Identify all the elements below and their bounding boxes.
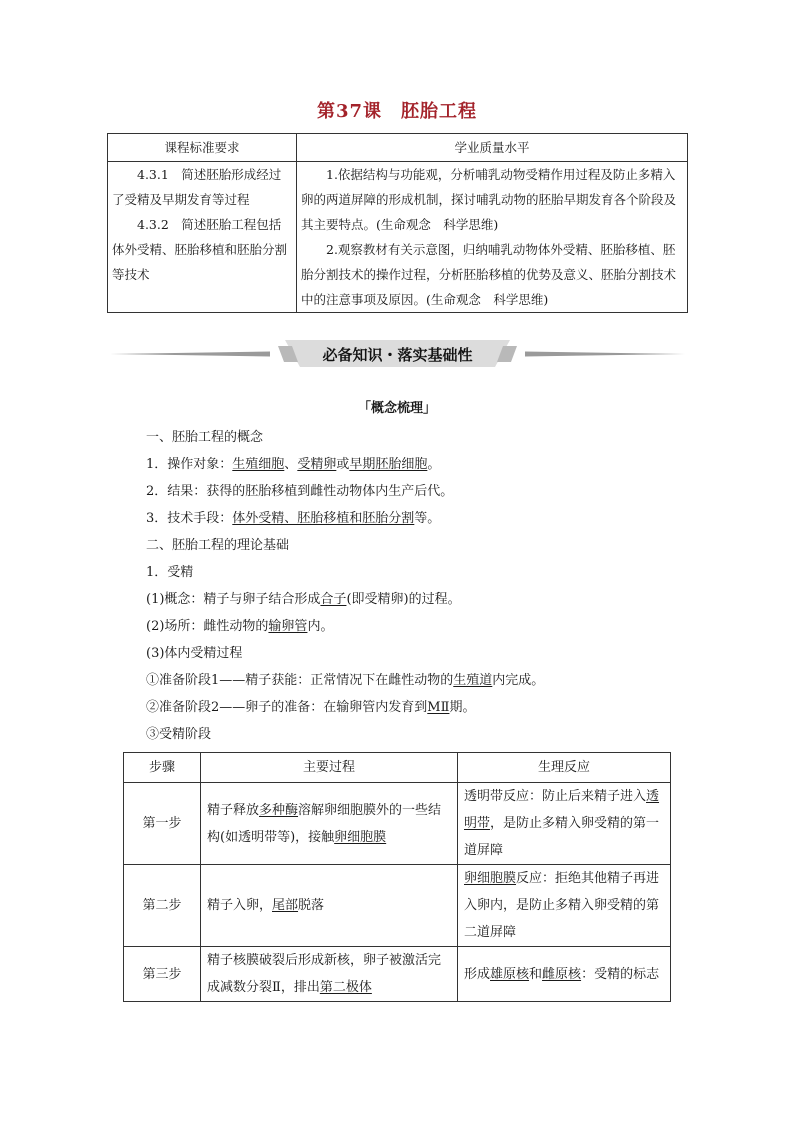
text: (即受精卵)的过程。	[346, 592, 461, 607]
page-title: 第37课 胚胎工程	[316, 101, 478, 122]
underlined-text: 生殖细胞	[232, 457, 285, 472]
section-banner	[110, 340, 685, 368]
text: ①准备阶段1——精子获能：正常情况下在雌性动物的	[146, 673, 454, 688]
underlined-text: 卵细胞膜	[464, 871, 517, 886]
text: 内完成。	[492, 673, 545, 688]
standards-table	[107, 133, 688, 313]
header-process: 主要过程	[201, 753, 458, 783]
underlined-text: MⅡ	[427, 700, 450, 715]
text: 溶解卵细胞膜外的一些结构(如透明带等)，接触	[207, 802, 442, 845]
underlined-text: 第二极体	[319, 980, 372, 995]
underlined-text: 输卵管	[268, 619, 308, 634]
underlined-text: 雌原核	[542, 966, 582, 982]
text: ，是防止多精入卵受精的第一道屏障	[464, 816, 660, 858]
text: 反应：拒绝其他精子再进入卵内，是防止多精入卵受精的第二道屏障	[464, 871, 660, 940]
underlined-text: 尾部	[272, 898, 299, 913]
text-line	[146, 694, 686, 721]
text: 脱落	[298, 898, 325, 913]
table-row	[124, 865, 671, 947]
text-line	[146, 532, 686, 559]
underlined-text: 早期胚胎细胞	[349, 457, 428, 472]
text: 形成	[464, 966, 491, 982]
heading-concept: 一、胚胎工程的概念	[146, 430, 264, 445]
header-reaction: 生理反应	[458, 753, 671, 783]
underlined-text: 受精卵	[297, 457, 337, 472]
quality-levels	[297, 162, 688, 313]
reaction-cell	[458, 947, 671, 1002]
underlined-text: 多种酶	[259, 802, 299, 818]
text-line	[146, 667, 686, 694]
header-quality: 学业质量水平	[297, 134, 688, 162]
text: (1)概念：精子与卵子结合形成	[146, 592, 321, 607]
curriculum-requirements	[108, 162, 297, 313]
text: ②准备阶段2——卵子的准备：在输卵管内发育到	[146, 700, 428, 715]
underlined-text: 雄原核	[490, 966, 530, 982]
text: (3)体内受精过程	[146, 646, 243, 661]
heading-theory: 二、胚胎工程的理论基础	[146, 538, 290, 553]
text: 等。	[414, 511, 441, 526]
text-line	[146, 451, 686, 478]
fertilization-table	[123, 752, 671, 1002]
quality-2: 2.观察教材有关示意图，归纳哺乳动物体外受精、胚胎移植、胚胎分割技术的操作过程，分析胚胎移植的优势及意义、胚胎分割技术中的注意事项及原因。(生命观念 科学思维)	[301, 242, 677, 307]
concept-heading: 「概念梳理」	[357, 401, 436, 416]
text: 内。	[307, 619, 334, 634]
text: 或	[336, 457, 350, 472]
table-row	[124, 783, 671, 865]
underlined-text: 卵细胞膜	[334, 829, 387, 845]
process-cell	[201, 865, 458, 947]
reaction-cell	[458, 783, 671, 865]
text: ：受精的标志	[581, 966, 660, 982]
table-header-row	[124, 753, 671, 783]
text: 3．技术手段：	[146, 511, 233, 526]
process-cell	[201, 783, 458, 865]
underlined-text: 生殖道	[453, 673, 493, 688]
text: (2)场所：雌性动物的	[146, 619, 269, 634]
step-cell: 第三步	[124, 947, 201, 1002]
text-line	[146, 478, 686, 505]
text-line	[146, 424, 686, 451]
text: 、	[284, 457, 298, 472]
text: 期。	[449, 700, 476, 715]
reaction-cell	[458, 865, 671, 947]
text: 精子核膜破裂后形成新核，卵子被激活完成减数分裂Ⅱ，排出	[207, 953, 442, 995]
text-line	[146, 721, 686, 748]
text: 精子释放	[207, 802, 260, 818]
subheading-fertilization: 1．受精	[146, 565, 194, 580]
table-row	[124, 947, 671, 1002]
table-row	[108, 162, 688, 313]
header-step: 步骤	[124, 753, 201, 783]
table-header-row	[108, 134, 688, 162]
body-text	[146, 424, 686, 748]
requirement-1: 4.3.1 简述胚胎形成经过了受精及早期发育等过程	[112, 167, 282, 207]
text: 透明带反应：防止后来精子进入	[464, 789, 647, 804]
requirement-2: 4.3.2 简述胚胎工程包括体外受精、胚胎移植和胚胎分割等技术	[112, 217, 288, 282]
underlined-text: 体外受精、胚胎移植和胚胎分割	[232, 511, 415, 526]
banner-text: 必备知识・落实基础性	[322, 346, 473, 364]
text-line	[146, 559, 686, 586]
step-cell: 第一步	[124, 783, 201, 865]
underlined-text: 透明带	[464, 789, 660, 831]
text: 1．操作对象：	[146, 457, 233, 472]
text: 精子入卵，	[207, 898, 273, 913]
header-curriculum: 课程标准要求	[108, 134, 297, 162]
text-line	[146, 640, 686, 667]
text-line	[146, 505, 686, 532]
process-cell	[201, 947, 458, 1002]
text: 2．结果：获得的胚胎移植到雌性动物体内生产后代。	[146, 484, 454, 499]
step-cell: 第二步	[124, 865, 201, 947]
text: 和	[529, 966, 543, 982]
text-line	[146, 586, 686, 613]
quality-1: 1.依据结构与功能观，分析哺乳动物受精作用过程及防止多精入卵的两道屏障的形成机制，探讨哺乳动物的胚胎早期发育各个阶段及其主要特点。(生命观念 科学思维)	[301, 167, 677, 232]
text-line	[146, 613, 686, 640]
text: ③受精阶段	[146, 727, 212, 742]
text: 。	[427, 457, 441, 472]
underlined-text: 合子	[320, 592, 347, 607]
